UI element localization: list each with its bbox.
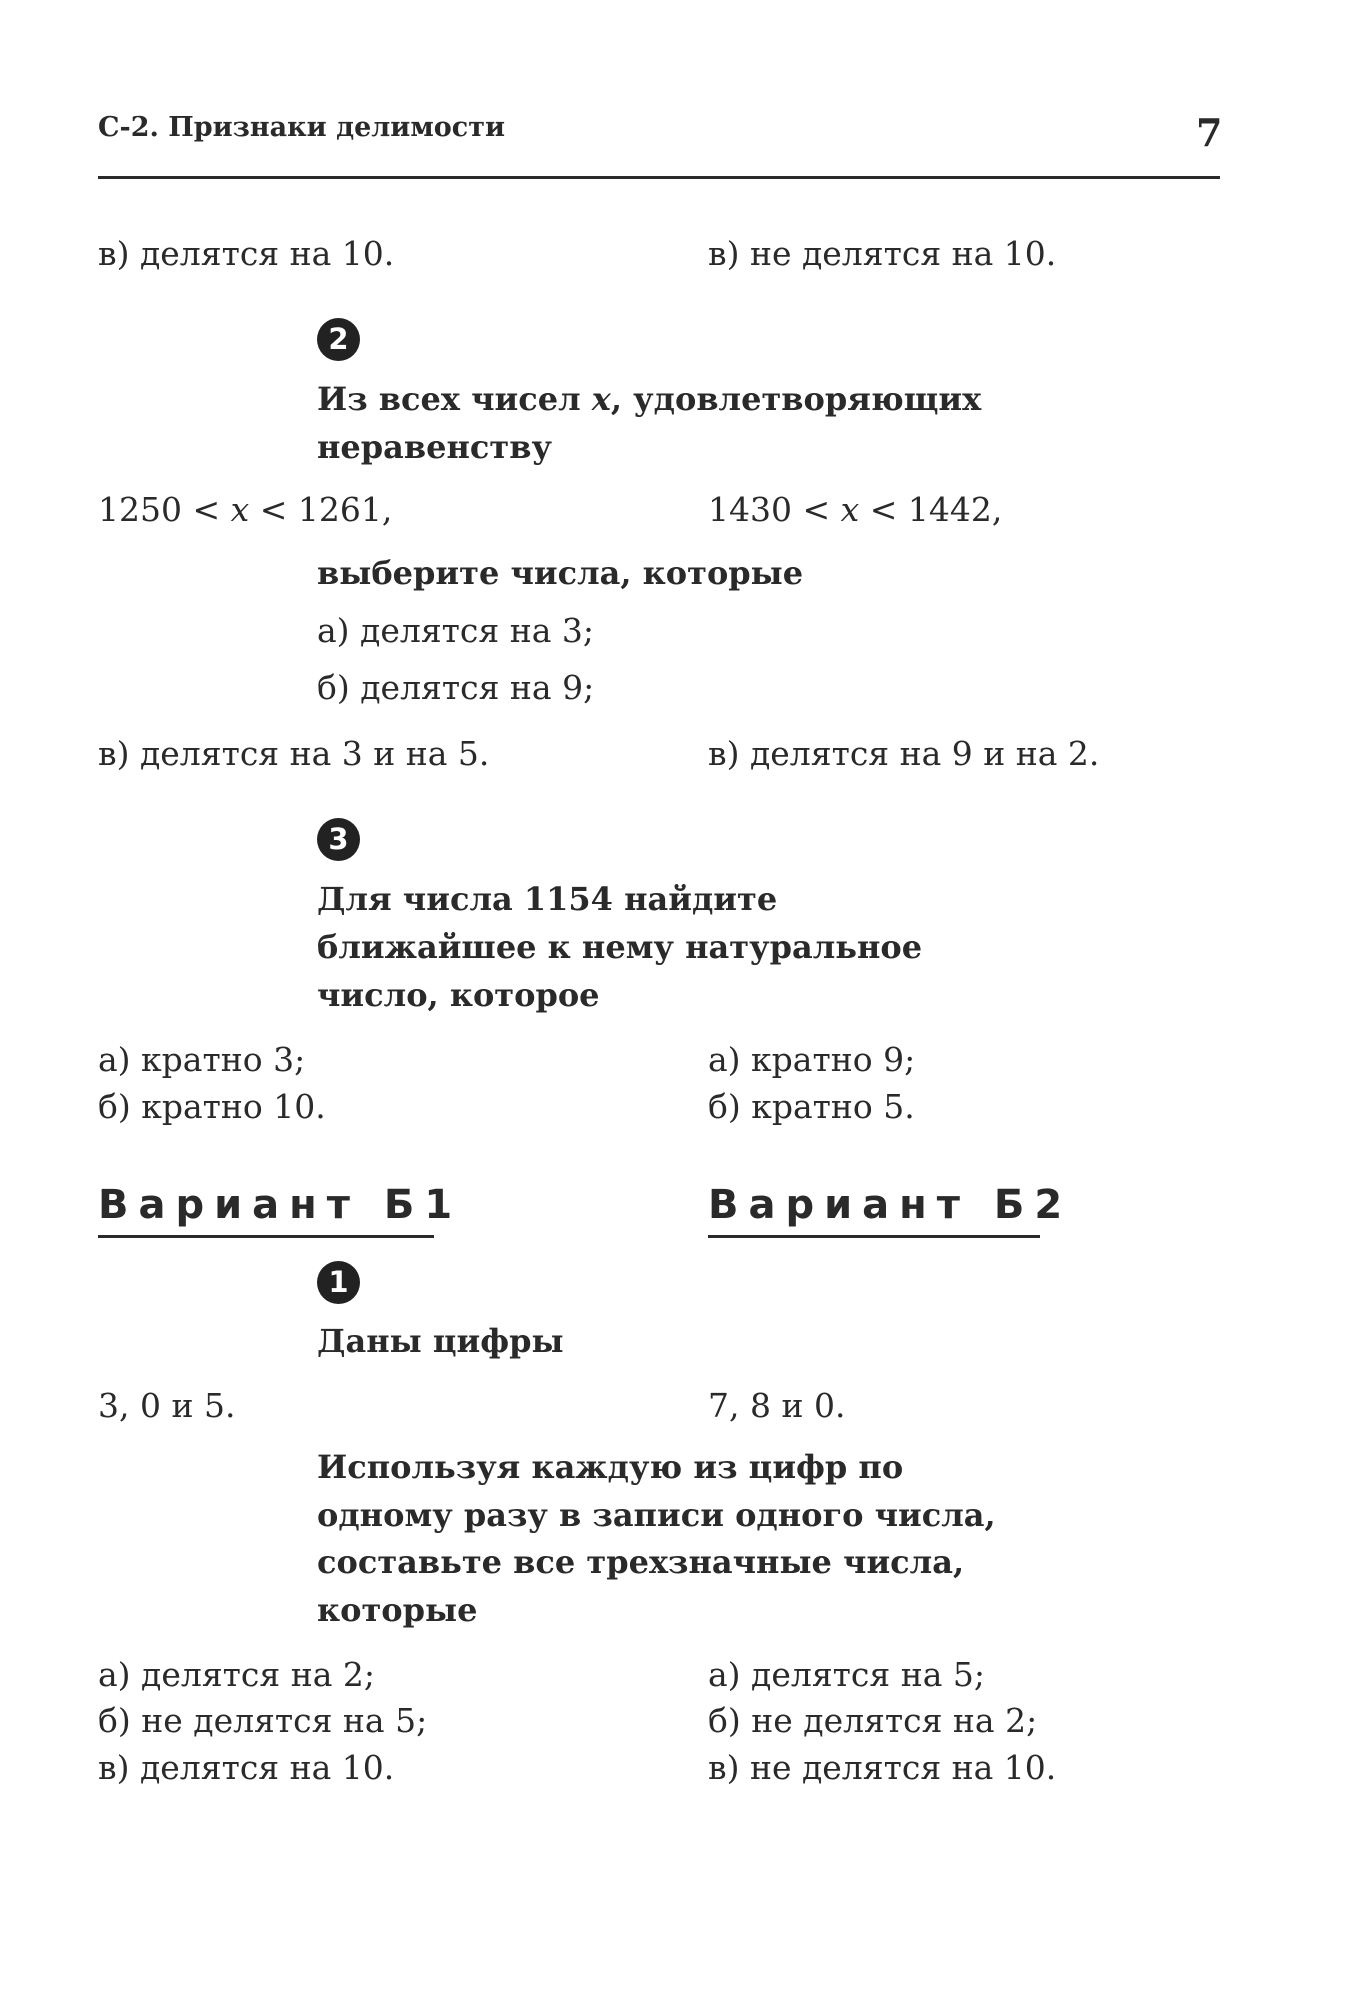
page-number: 7 bbox=[1196, 110, 1223, 155]
task2-badge: 2 bbox=[317, 318, 360, 361]
task1-badge: 1 bbox=[317, 1261, 360, 1304]
task3-badge: 3 bbox=[317, 818, 360, 861]
task1-line2: одному разу в записи одного числа, bbox=[317, 1496, 996, 1534]
task1-left-digits: 3, 0 и 5. bbox=[98, 1386, 236, 1425]
variant-b2-heading: Вариант Б2 bbox=[708, 1182, 1073, 1228]
task2-select: выберите числа, которые bbox=[317, 554, 804, 592]
task3-line1: Для числа 1154 найдите bbox=[317, 880, 778, 918]
task3-left-a: а) кратно 3; bbox=[98, 1040, 306, 1079]
header-rule bbox=[98, 176, 1220, 179]
task2-prompt-line2: неравенству bbox=[317, 428, 552, 466]
task3-line2: ближайшее к нему натуральное bbox=[317, 928, 923, 966]
task2-inequality-right bbox=[708, 490, 1002, 529]
task1-line3: составьте все трехзначные числа, bbox=[317, 1543, 965, 1581]
ineq-right-var: x bbox=[840, 490, 860, 529]
task2-inequality-left bbox=[98, 490, 392, 529]
ineq-left-b: < 1261, bbox=[249, 490, 393, 529]
task2-item-a: а) делятся на 3; bbox=[317, 611, 594, 650]
ineq-right-b: < 1442, bbox=[859, 490, 1003, 529]
task1-line4: которые bbox=[317, 1591, 478, 1629]
task2-prompt-a: Из всех чисел bbox=[317, 380, 592, 418]
task2-prompt-line1 bbox=[317, 380, 981, 418]
task2-item-b: б) делятся на 9; bbox=[317, 668, 595, 707]
ineq-left-a: 1250 < bbox=[98, 490, 231, 529]
task1-given: Даны цифры bbox=[317, 1322, 564, 1360]
task3-left-b: б) кратно 10. bbox=[98, 1087, 326, 1126]
task1-right-v: в) не делятся на 10. bbox=[708, 1748, 1057, 1787]
header-title: С-2. Признаки делимости bbox=[98, 112, 505, 143]
task1-right-a: а) делятся на 5; bbox=[708, 1655, 985, 1694]
ineq-left-var: x bbox=[230, 490, 250, 529]
task3-right-b: б) кратно 5. bbox=[708, 1087, 915, 1126]
task1-line1: Используя каждую из цифр по bbox=[317, 1448, 904, 1486]
top-left-item: в) делятся на 10. bbox=[98, 234, 395, 273]
task1-left-b: б) не делятся на 5; bbox=[98, 1701, 428, 1740]
task1-left-v: в) делятся на 10. bbox=[98, 1748, 395, 1787]
task2-item-v-left: в) делятся на 3 и на 5. bbox=[98, 734, 490, 773]
variant-b1-rule bbox=[98, 1235, 434, 1238]
task1-right-b: б) не делятся на 2; bbox=[708, 1701, 1038, 1740]
task3-line3: число, которое bbox=[317, 976, 600, 1014]
task1-right-digits: 7, 8 и 0. bbox=[708, 1386, 846, 1425]
variant-b2-rule bbox=[708, 1235, 1040, 1238]
task2-prompt-b: , удовлетворяющих bbox=[610, 380, 982, 418]
variant-b1-heading: Вариант Б1 bbox=[98, 1182, 463, 1228]
task3-right-a: а) кратно 9; bbox=[708, 1040, 916, 1079]
top-right-item: в) не делятся на 10. bbox=[708, 234, 1057, 273]
task2-item-v-right: в) делятся на 9 и на 2. bbox=[708, 734, 1100, 773]
task1-left-a: а) делятся на 2; bbox=[98, 1655, 375, 1694]
task2-prompt-var: x bbox=[591, 380, 611, 418]
ineq-right-a: 1430 < bbox=[708, 490, 841, 529]
